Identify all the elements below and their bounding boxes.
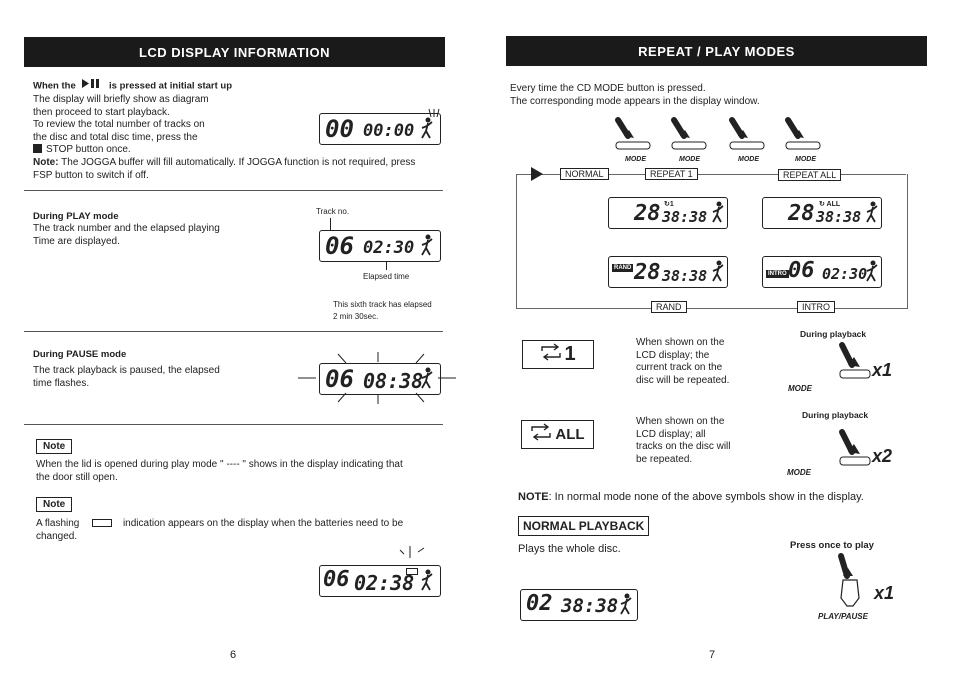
lcd-play: [319, 230, 441, 262]
startup-heading: [33, 79, 232, 93]
repeat-1-line-2: LCD display; the: [636, 349, 710, 361]
dancer-icon: [711, 259, 725, 290]
repeat-all-line-4: be repeated.: [636, 453, 693, 465]
lcd-track: 06: [325, 232, 354, 260]
dancer-icon: [865, 259, 879, 290]
startup-note-text-2: FSP button to switch if off.: [33, 169, 149, 181]
intro-text: [510, 83, 760, 108]
lcd-track: 02: [526, 591, 553, 616]
play-pause-button-icon[interactable]: [835, 554, 865, 613]
press-once-label: Press once to play: [790, 540, 874, 551]
lcd-track: 28: [788, 201, 815, 226]
lcd-startup: [319, 113, 441, 145]
startup-line-5: [33, 144, 209, 157]
startup-note-label: Note:: [33, 157, 59, 168]
repeat-1-during: During playback: [800, 329, 867, 339]
play-text: [33, 223, 220, 248]
lcd-startup-flash-icon: [427, 106, 441, 124]
startup-heading-post: is pressed at initial start up: [109, 80, 233, 92]
normal-playback-text: Plays the whole disc.: [518, 543, 621, 555]
intro-line-2: The corresponding mode appears in the display window.: [510, 95, 760, 107]
lcd-time: 02:38: [354, 571, 415, 595]
repeat-1-line-4: disc will be repeated.: [636, 374, 730, 386]
repeat-all-line-3: tracks on the disc will: [636, 441, 731, 452]
repeat-all-times: x2: [872, 446, 893, 466]
lcd-track: 06: [323, 567, 350, 592]
note2-text-post: indication appears on the display when the batteries need to be: [122, 518, 404, 529]
mode-button-1[interactable]: [614, 118, 654, 153]
elapsed-time-label: Elapsed time: [363, 272, 410, 281]
lcd-repeat-all: [762, 197, 882, 229]
battery-icon: [92, 519, 112, 527]
play-caption: [333, 299, 432, 323]
track-no-label: Track no.: [316, 207, 350, 216]
repeat-all-indicator: ↻ ALL: [819, 201, 841, 208]
dancer-icon: [420, 233, 434, 264]
lcd-time: 00:00: [363, 121, 415, 141]
dancer-icon: [420, 568, 434, 599]
note2-label: Note: [36, 497, 72, 512]
lcd-track: 00: [325, 115, 354, 143]
mode-rand: RAND: [651, 301, 687, 313]
divider-1: [24, 190, 443, 191]
track-no-pointer: [330, 218, 331, 230]
lcd-time: 38:38: [561, 595, 619, 617]
right-page-header: [506, 36, 927, 66]
dancer-icon: [865, 200, 879, 231]
lcd-time: 02:30: [822, 265, 868, 283]
pause-line-2: time flashes.: [33, 377, 90, 389]
repeat-icon: [530, 425, 552, 444]
right-note: [518, 491, 864, 503]
cycle-arrow-icon: [531, 167, 543, 186]
play-caption-2: 2 min 30sec.: [333, 312, 379, 321]
note2-text: [36, 518, 403, 543]
play-caption-1: This sixth track has elapsed: [333, 300, 432, 309]
repeat-all-symbol: ALL: [555, 426, 585, 443]
battery-flash-rays-icon: [400, 546, 430, 571]
lcd-track: 28: [634, 260, 661, 285]
pause-text: [33, 365, 220, 390]
repeat-all-during: During playback: [802, 410, 869, 420]
mode-button-3[interactable]: [728, 118, 768, 153]
repeat-indicator: ↻1: [664, 201, 674, 208]
repeat-all-text: [636, 416, 748, 466]
lcd-rand: [608, 256, 728, 288]
stop-icon: [33, 144, 42, 153]
normal-playback-heading: NORMAL PLAYBACK: [518, 516, 649, 536]
note1-text-2: the door still open.: [36, 471, 118, 483]
mode-repeat-all: REPEAT ALL: [778, 169, 841, 181]
right-note-label: NOTE: [518, 491, 549, 503]
repeat-all-press-icon[interactable]: [838, 430, 874, 471]
elapsed-pointer: [386, 262, 387, 270]
repeat-1-mode: MODE: [788, 384, 812, 393]
divider-2: [24, 331, 443, 332]
mode-button-4[interactable]: [784, 118, 824, 153]
lcd-normal: [520, 589, 638, 621]
lcd-repeat-1: [608, 197, 728, 229]
pause-heading: During PAUSE mode: [33, 349, 127, 360]
note1-text: [36, 459, 403, 484]
dancer-icon: [619, 592, 633, 623]
note2-text-2: changed.: [36, 530, 78, 542]
stop-line-text: STOP button once.: [46, 144, 131, 155]
normal-times: x1: [874, 583, 895, 603]
repeat-all-line-2: LCD display; all: [636, 428, 706, 440]
lcd-time: 08:38: [363, 369, 424, 393]
rand-tag: RAND: [614, 265, 632, 271]
intro-line-1: Every time the CD MODE button is pressed.: [510, 83, 706, 94]
repeat-1-press-icon[interactable]: [838, 343, 874, 384]
flash-rays-icon: [298, 350, 458, 411]
repeat-1-text: [636, 337, 748, 387]
lcd-track: 06: [788, 258, 815, 283]
mode-label-4: MODE: [795, 156, 816, 163]
mode-label-1: MODE: [625, 156, 646, 163]
repeat-icon: [540, 345, 562, 364]
startup-note: [33, 157, 415, 182]
startup-line-3: To review the total number of tracks on: [33, 119, 205, 130]
page-number-left: 6: [230, 649, 237, 661]
mode-label-2: MODE: [679, 156, 700, 163]
startup-line-2: then proceed to start playback.: [33, 106, 170, 118]
mode-normal: NORMAL: [560, 168, 609, 180]
startup-line-1: The display will briefly show as diagram: [33, 94, 209, 105]
repeat-all-symbol-box: [521, 420, 594, 449]
left-header-title: LCD DISPLAY INFORMATION: [138, 44, 331, 60]
intro-tag: INTRO: [768, 271, 787, 277]
mode-label-3: MODE: [738, 156, 759, 163]
divider-3: [24, 424, 443, 425]
lcd-time: 38:38: [662, 267, 708, 285]
startup-text: [33, 94, 209, 157]
lcd-track: 28: [634, 201, 661, 226]
startup-line-4: the disc and total disc time, press the: [33, 131, 198, 143]
repeat-all-mode: MODE: [787, 468, 811, 477]
dancer-icon: [711, 200, 725, 231]
play-pause-label: PLAY/PAUSE: [818, 612, 868, 621]
pause-line-1: The track playback is paused, the elapsed: [33, 365, 220, 376]
lcd-time: 38:38: [816, 208, 862, 226]
play-heading: During PLAY mode: [33, 211, 119, 222]
note1-label: Note: [36, 439, 72, 454]
right-header-title: REPEAT / PLAY MODES: [638, 43, 795, 59]
note1-text-1: When the lid is opened during play mode " ---- " shows in the display indicating that: [36, 459, 403, 470]
repeat-1-line-1: When shown on the: [636, 337, 725, 348]
left-page-header: [24, 37, 445, 67]
mode-repeat-1: REPEAT 1: [645, 168, 698, 180]
note2-text-pre: A flashing: [36, 518, 80, 529]
repeat-1-times: x1: [872, 360, 893, 380]
repeat-1-symbol: 1: [564, 343, 576, 365]
startup-note-text: The JOGGA buffer will fill automatically. If JOGGA function is not required, press: [61, 157, 416, 168]
lcd-intro: [762, 256, 882, 288]
page-number-right: 7: [709, 649, 716, 661]
lcd-time: 02:30: [363, 238, 415, 258]
repeat-all-line-1: When shown on the: [636, 416, 725, 427]
repeat-1-symbol-box: [522, 340, 594, 369]
play-pause-icon: [82, 79, 102, 93]
play-line-2: Time are displayed.: [33, 235, 120, 247]
repeat-1-line-3: current track on the: [636, 362, 723, 373]
lcd-track: 06: [325, 365, 354, 393]
startup-heading-pre: When the: [33, 80, 76, 92]
right-note-text: : In normal mode none of the above symbols show in the display.: [548, 491, 864, 503]
mode-intro: INTRO: [797, 301, 835, 313]
play-line-1: The track number and the elapsed playing: [33, 223, 220, 234]
lcd-time: 38:38: [662, 208, 708, 226]
mode-button-2[interactable]: [670, 118, 710, 153]
